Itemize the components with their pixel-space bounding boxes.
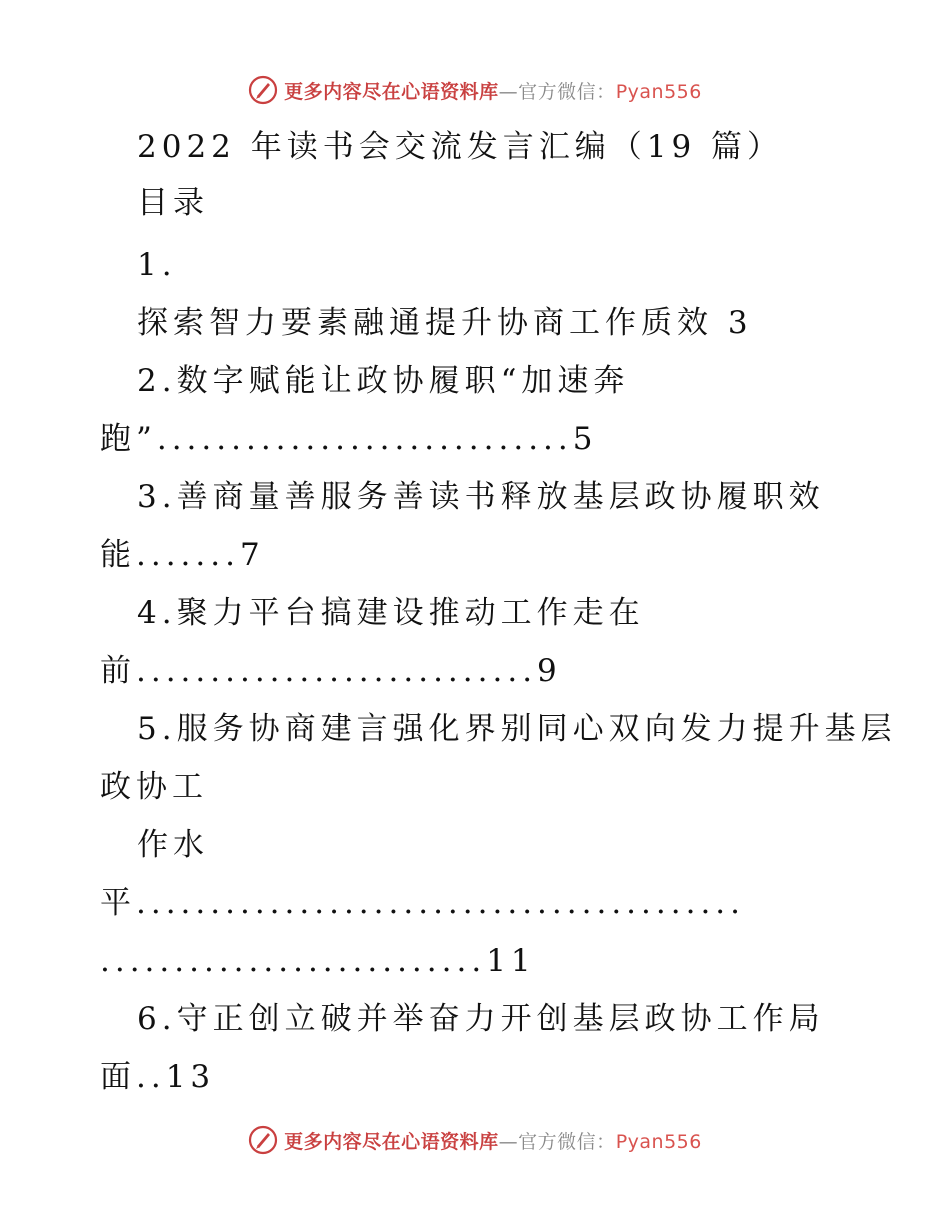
- watermark-brand: 更多内容尽在心语资料库: [284, 80, 499, 103]
- toc-line: 6.守正创立破并举奋力开创基层政协工作局: [137, 1001, 825, 1037]
- watermark-top: [0, 72, 950, 108]
- watermark-dash: —: [498, 80, 519, 103]
- watermark-bottom: [0, 1122, 950, 1158]
- toc-line: 5.服务协商建言强化界别同心双向发力提升基层: [137, 711, 897, 747]
- toc-line: 面..13: [100, 1059, 216, 1095]
- toc-line: 平.........................................: [100, 885, 746, 921]
- quill-pen-logo-icon: [248, 1125, 278, 1155]
- toc-heading: 目录: [137, 185, 209, 221]
- watermark-text: [284, 1127, 702, 1154]
- toc-line: ..........................11: [100, 943, 536, 979]
- watermark-text: [284, 77, 702, 104]
- watermark-dash: —: [498, 1130, 519, 1153]
- quill-pen-logo-icon: [248, 75, 278, 105]
- watermark-handle: Pyan556: [615, 1130, 702, 1153]
- toc-line: 4.聚力平台搞建设推动工作走在: [137, 595, 645, 631]
- toc-line: 作水: [137, 827, 209, 863]
- watermark-label: 官方微信：: [518, 80, 616, 103]
- toc-line: 政协工: [100, 769, 208, 805]
- toc-line: 探索智力要素融通提升协商工作质效 3: [137, 305, 753, 341]
- toc-line: 1.: [137, 247, 177, 283]
- toc-line: 能.......7: [100, 537, 265, 573]
- document-title: 2022 年读书会交流发言汇编（19 篇）: [137, 129, 784, 165]
- watermark-handle: Pyan556: [615, 80, 702, 103]
- toc-line: 2.数字赋能让政协履职“加速奔: [137, 363, 630, 399]
- toc-line: 前...........................9: [100, 653, 562, 689]
- toc-line: 跑”............................5: [100, 421, 598, 457]
- toc-line: 3.善商量善服务善读书释放基层政协履职效: [137, 479, 825, 515]
- watermark-label: 官方微信：: [518, 1130, 616, 1153]
- watermark-brand: 更多内容尽在心语资料库: [284, 1130, 499, 1153]
